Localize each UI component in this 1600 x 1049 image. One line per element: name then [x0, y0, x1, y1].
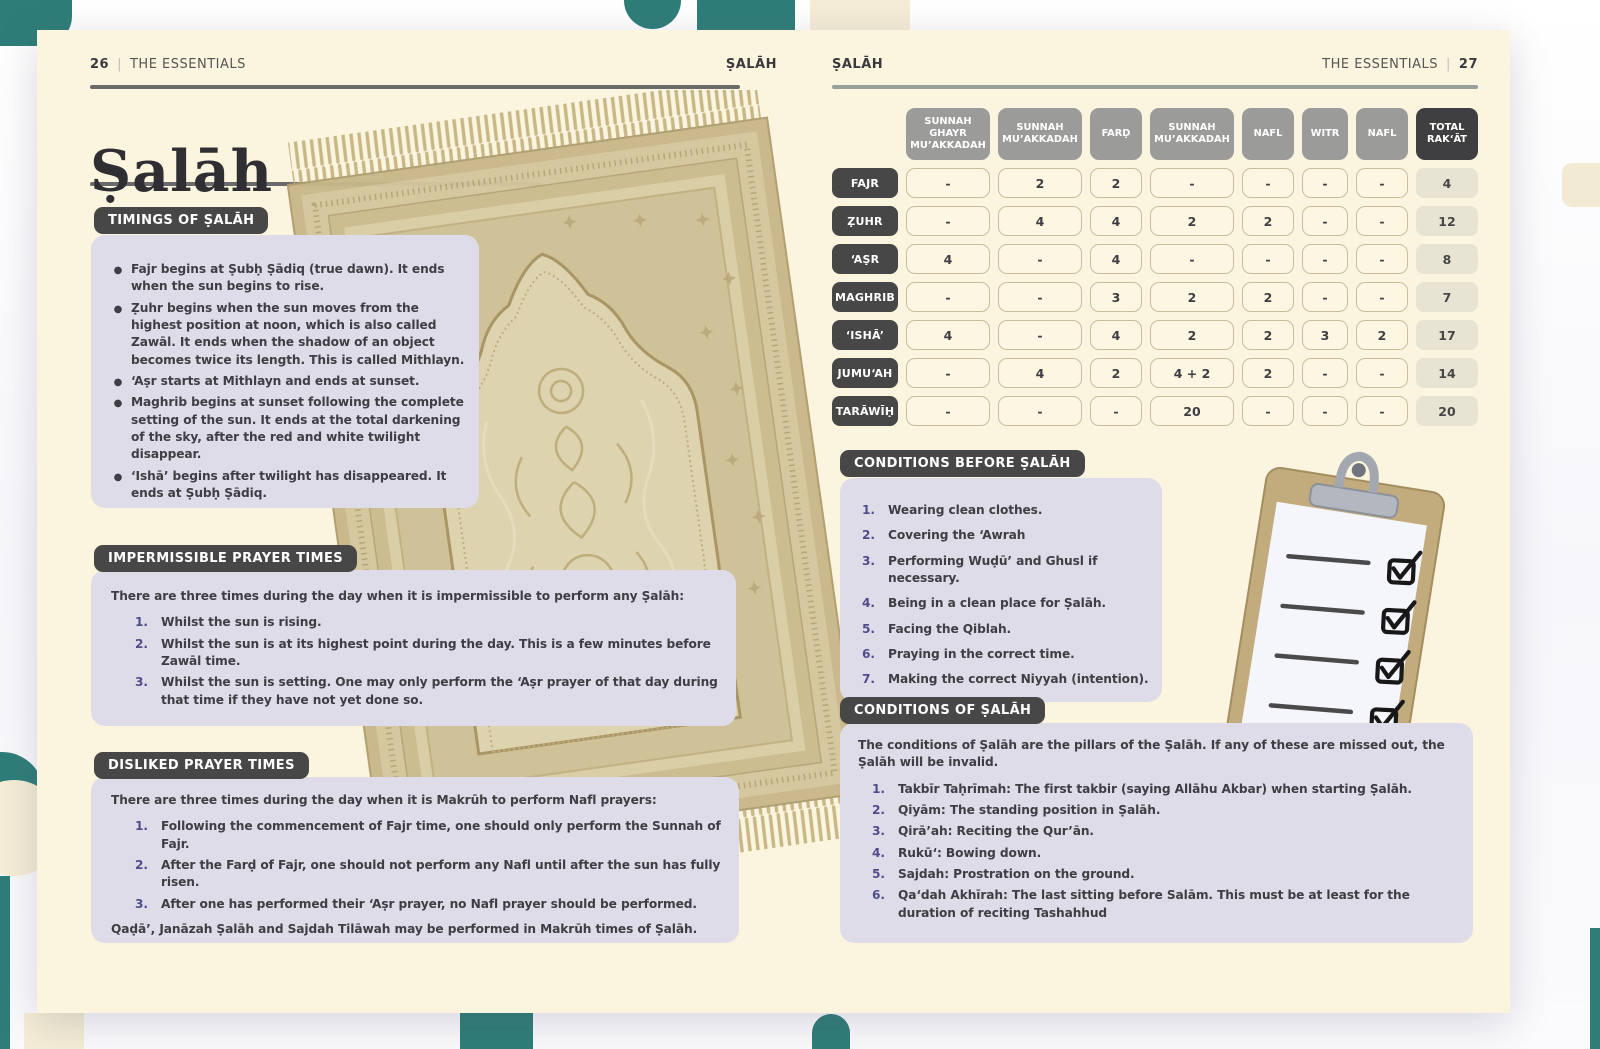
- rakat-cell: 2: [1090, 168, 1142, 198]
- list-item-text: Performing Wuḍū’ and Ghusl if necessary.: [888, 553, 1098, 585]
- bullet-marker: ●: [113, 303, 123, 315]
- rakat-cell: -: [1356, 358, 1408, 388]
- rakat-cell: 4: [1090, 320, 1142, 350]
- list-item-text: Following the commencement of Fajr time, one should only perform the Sunnah of Fajr.: [161, 819, 721, 851]
- number-marker: 1.: [135, 615, 148, 630]
- row-label: ‘AṢR: [832, 244, 898, 274]
- row-label: ‘ISHĀ’: [832, 320, 898, 350]
- conditions-of-intro: The conditions of Ṣalāh are the pillars of the Ṣalāh. If any of these are missed out, the Ṣalāh will be invalid.: [858, 738, 1445, 770]
- list-item-text: Whilst the sun is rising.: [161, 615, 322, 630]
- number-marker: 5.: [872, 866, 885, 881]
- list-item-text: Ẓuhr begins when the sun moves from the highest position at noon, which is also called Zawāl. It ends when the shadow of an object becomes twice its length. This is called Mithlayn.: [131, 300, 465, 367]
- header-section: THE ESSENTIALS: [129, 57, 246, 72]
- rakat-cell: -: [1356, 244, 1408, 274]
- column-header: WITR: [1302, 108, 1348, 160]
- rakat-cell: -: [906, 206, 990, 236]
- impermissible-list: [135, 614, 720, 709]
- list-item: [872, 823, 1459, 840]
- rakat-cell: 4: [998, 206, 1082, 236]
- list-item-text: Whilst the sun is setting. One may only perform the ‘Aṣr prayer of that day during that time if they have not yet done so.: [161, 675, 718, 707]
- total-cell: 20: [1416, 396, 1478, 426]
- disliked-badge: DISLIKED PRAYER TIMES: [94, 752, 309, 779]
- rakat-cell: -: [1242, 396, 1294, 426]
- list-item: [872, 802, 1459, 819]
- list-item-text: ‘Ishā’ begins after twilight has disappeared. It ends at Ṣubḥ Ṣādiq.: [131, 468, 447, 500]
- header-chapter: ṢALĀH: [725, 57, 777, 72]
- rakat-cell: -: [1090, 396, 1142, 426]
- impermissible-intro: There are three times during the day when it is impermissible to perform any Ṣalāh:: [111, 589, 684, 603]
- row-label: MAGHRIB: [832, 282, 898, 312]
- list-item: [135, 614, 720, 631]
- rakat-cell: 2: [1150, 206, 1234, 236]
- rakat-cell: -: [1302, 358, 1348, 388]
- list-item: [862, 553, 1152, 588]
- rakat-cell: 2: [1242, 358, 1294, 388]
- rakat-cell: 2: [1150, 320, 1234, 350]
- total-cell: 17: [1416, 320, 1478, 350]
- rakat-cell: -: [998, 320, 1082, 350]
- number-marker: 7.: [862, 672, 875, 687]
- list-item: [135, 636, 720, 671]
- list-item: [862, 646, 1152, 663]
- header-divider: |: [1446, 57, 1451, 72]
- rakat-cell: -: [906, 282, 990, 312]
- rakat-cell: 2: [1150, 282, 1234, 312]
- number-marker: 1.: [135, 819, 148, 834]
- list-item: [135, 818, 723, 853]
- table-corner: [832, 108, 898, 160]
- page-number: 27: [1458, 57, 1478, 72]
- top-circle-shape: [624, 0, 681, 29]
- bullet-marker: ●: [113, 398, 123, 410]
- list-item-text: Making the correct Niyyah (intention).: [888, 672, 1149, 687]
- page-title: Ṣalāh: [90, 138, 274, 206]
- header-rule: [832, 85, 1478, 89]
- bullet-marker: ●: [113, 376, 123, 388]
- row-label: JUMU‘AH: [832, 358, 898, 388]
- column-header: SUNNAH MU’AKKADAH: [998, 108, 1082, 160]
- list-item-text: Qiyām: The standing position in Ṣalāh.: [898, 802, 1161, 817]
- list-item: [862, 595, 1152, 612]
- bottom-rect-shape: [460, 1013, 533, 1049]
- rakat-cell: 20: [1150, 396, 1234, 426]
- rakat-cell: 2: [1242, 282, 1294, 312]
- top-cream-shape: [810, 0, 910, 30]
- list-item: [105, 300, 467, 369]
- rakat-cell: -: [1302, 206, 1348, 236]
- list-item: [135, 896, 723, 913]
- rakat-cell: -: [1242, 168, 1294, 198]
- column-header: NAFL: [1242, 108, 1294, 160]
- list-item: [872, 887, 1459, 922]
- number-marker: 3.: [872, 824, 885, 839]
- list-item-text: Rukū‘: Bowing down.: [898, 845, 1042, 860]
- rakat-cell: 4: [1090, 206, 1142, 236]
- list-item: [862, 502, 1152, 519]
- list-item: [862, 671, 1152, 688]
- bullet-marker: ●: [113, 471, 123, 483]
- conditions-of-badge: CONDITIONS OF ṢALĀH: [840, 697, 1045, 724]
- book-spread: [37, 30, 1510, 1013]
- header-right: [1322, 57, 1478, 72]
- rakat-cell: -: [1356, 168, 1408, 198]
- number-marker: 2.: [872, 802, 885, 817]
- number-marker: 4.: [862, 596, 875, 611]
- conditions-before-panel: [840, 478, 1162, 702]
- column-header: SUNNAH GHAYR MU’AKKADAH: [906, 108, 990, 160]
- bullet-marker: ●: [113, 265, 123, 276]
- number-marker: 1.: [872, 781, 885, 796]
- conditions-of-list: [872, 781, 1459, 922]
- rakat-cell: -: [1356, 396, 1408, 426]
- rakat-cell: -: [1150, 168, 1234, 198]
- column-header: FARḌ: [1090, 108, 1142, 160]
- rakat-cell: 2: [1242, 206, 1294, 236]
- left-edge-strip-shape: [0, 876, 10, 1049]
- number-marker: 2.: [135, 857, 148, 872]
- rakat-cell: -: [1356, 206, 1408, 236]
- rakat-cell: 4: [1090, 244, 1142, 274]
- total-cell: 8: [1416, 244, 1478, 274]
- top-rect-shape: [697, 0, 795, 30]
- disliked-list: [135, 818, 723, 913]
- number-marker: 3.: [135, 675, 148, 690]
- rakat-cell: -: [1302, 244, 1348, 274]
- conditions-before-list: [862, 502, 1152, 689]
- list-item-text: After the Farḍ of Fajr, one should not perform any Nafl until after the sun has fully risen.: [161, 857, 721, 890]
- list-item-text: Qirā’ah: Reciting the Qur’ān.: [898, 824, 1094, 839]
- number-marker: 6.: [872, 888, 885, 903]
- total-cell: 7: [1416, 282, 1478, 312]
- rakat-cell: 4: [998, 358, 1082, 388]
- rakat-cell: 4 + 2: [1150, 358, 1234, 388]
- conditions-of-panel: [840, 723, 1473, 943]
- header-divider: |: [117, 57, 122, 72]
- column-header: SUNNAH MU’AKKADAH: [1150, 108, 1234, 160]
- list-item-text: Fajr begins at Ṣubḥ Ṣādiq (true dawn). It ends when the sun begins to rise.: [131, 262, 445, 294]
- list-item-text: Facing the Qiblah.: [888, 621, 1012, 636]
- list-item: [872, 781, 1459, 798]
- right-edge-tab-shape: [1562, 163, 1600, 207]
- number-marker: 6.: [862, 646, 875, 661]
- timings-panel: [91, 235, 479, 508]
- rakat-cell: 4: [906, 244, 990, 274]
- list-item-text: Being in a clean place for Ṣalāh.: [888, 596, 1106, 611]
- disliked-note: Qaḍā’, Janāzah Ṣalāh and Sajdah Tilāwah may be performed in Makrūh times of Ṣalāh.: [111, 921, 698, 936]
- impermissible-panel: [91, 570, 736, 726]
- rakat-table: [832, 108, 1478, 426]
- right-edge-strip-shape: [1590, 928, 1600, 1049]
- number-marker: 5.: [862, 621, 875, 636]
- rakat-cell: 4: [906, 320, 990, 350]
- list-item-text: Wearing clean clothes.: [888, 503, 1043, 517]
- rakat-cell: 2: [1242, 320, 1294, 350]
- impermissible-badge: IMPERMISSIBLE PRAYER TIMES: [94, 545, 357, 572]
- list-item: [862, 621, 1152, 638]
- disliked-panel: [91, 777, 739, 943]
- rakat-cell: -: [998, 282, 1082, 312]
- column-header: TOTAL RAK‘ĀT: [1416, 108, 1478, 160]
- rakat-cell: -: [1302, 168, 1348, 198]
- header-rule: [90, 85, 740, 89]
- total-cell: 4: [1416, 168, 1478, 198]
- rakat-cell: -: [1356, 282, 1408, 312]
- list-item: [872, 845, 1459, 862]
- number-marker: 2.: [135, 636, 148, 651]
- list-item: [135, 857, 723, 892]
- number-marker: 3.: [862, 553, 875, 568]
- list-item-text: Maghrib begins at sunset following the complete setting of the sun. It ends at the total darkening of the sky, after the red and white twilight disappear.: [131, 395, 464, 462]
- header-chapter: ṢALĀH: [832, 57, 884, 72]
- list-item: [872, 866, 1459, 883]
- number-marker: 4.: [872, 845, 885, 860]
- row-label: TARĀWĪḤ: [832, 396, 898, 426]
- number-marker: 3.: [135, 896, 148, 911]
- rakat-cell: -: [1242, 244, 1294, 274]
- rakat-cell: 3: [1302, 320, 1348, 350]
- total-cell: 14: [1416, 358, 1478, 388]
- rakat-cell: 2: [1356, 320, 1408, 350]
- row-label: ẒUHR: [832, 206, 898, 236]
- right-page-header: [832, 57, 1478, 72]
- rakat-cell: 3: [1090, 282, 1142, 312]
- page-number: 26: [90, 57, 110, 72]
- column-header: NAFL: [1356, 108, 1408, 160]
- rakat-cell: 2: [998, 168, 1082, 198]
- number-marker: 2.: [862, 528, 875, 543]
- bottom-dome-shape: [812, 1014, 850, 1049]
- number-marker: 1.: [862, 503, 875, 517]
- list-item-text: After one has performed their ‘Aṣr prayer, no Nafl prayer should be performed.: [161, 896, 697, 911]
- list-item: [105, 373, 467, 390]
- disliked-intro: There are three times during the day when it is Makrūh to perform Nafl prayers:: [111, 793, 657, 807]
- header-section: THE ESSENTIALS: [1322, 57, 1439, 72]
- rakat-cell: -: [906, 168, 990, 198]
- list-item-text: Qa‘dah Akhīrah: The last sitting before Salām. This must be at least for the duration of reciting Tashahhud: [898, 888, 1410, 920]
- conditions-before-badge: CONDITIONS BEFORE ṢALĀH: [840, 450, 1085, 477]
- total-cell: 12: [1416, 206, 1478, 236]
- left-page-header: [90, 57, 777, 72]
- list-item-text: Takbīr Taḥrīmah: The first takbir (saying Allāhu Akbar) when starting Ṣalāh.: [898, 781, 1412, 796]
- rakat-cell: 2: [1090, 358, 1142, 388]
- list-item-text: Covering the ‘Awrah: [888, 528, 1026, 543]
- rakat-cell: -: [998, 396, 1082, 426]
- rakat-cell: -: [906, 358, 990, 388]
- timings-list: [105, 261, 467, 502]
- list-item: [105, 394, 467, 463]
- rakat-cell: -: [1302, 282, 1348, 312]
- list-item: [105, 468, 467, 503]
- timings-badge: TIMINGS OF ṢALĀH: [94, 207, 268, 234]
- rakat-cell: -: [1302, 396, 1348, 426]
- rakat-cell: -: [998, 244, 1082, 274]
- list-item: [135, 674, 720, 709]
- list-item: [862, 527, 1152, 544]
- list-item-text: Whilst the sun is at its highest point during the day. This is a few minutes before Zawāl time.: [161, 636, 711, 668]
- list-item: [105, 261, 467, 296]
- row-label: FAJR: [832, 168, 898, 198]
- header-left: [90, 57, 246, 72]
- bottom-cream-shape: [24, 1013, 84, 1049]
- list-item-text: ‘Aṣr starts at Mithlayn and ends at sunset.: [131, 373, 420, 388]
- rakat-cell: -: [906, 396, 990, 426]
- list-item-text: Praying in the correct time.: [888, 646, 1075, 661]
- list-item-text: Sajdah: Prostration on the ground.: [898, 866, 1135, 881]
- rakat-cell: -: [1150, 244, 1234, 274]
